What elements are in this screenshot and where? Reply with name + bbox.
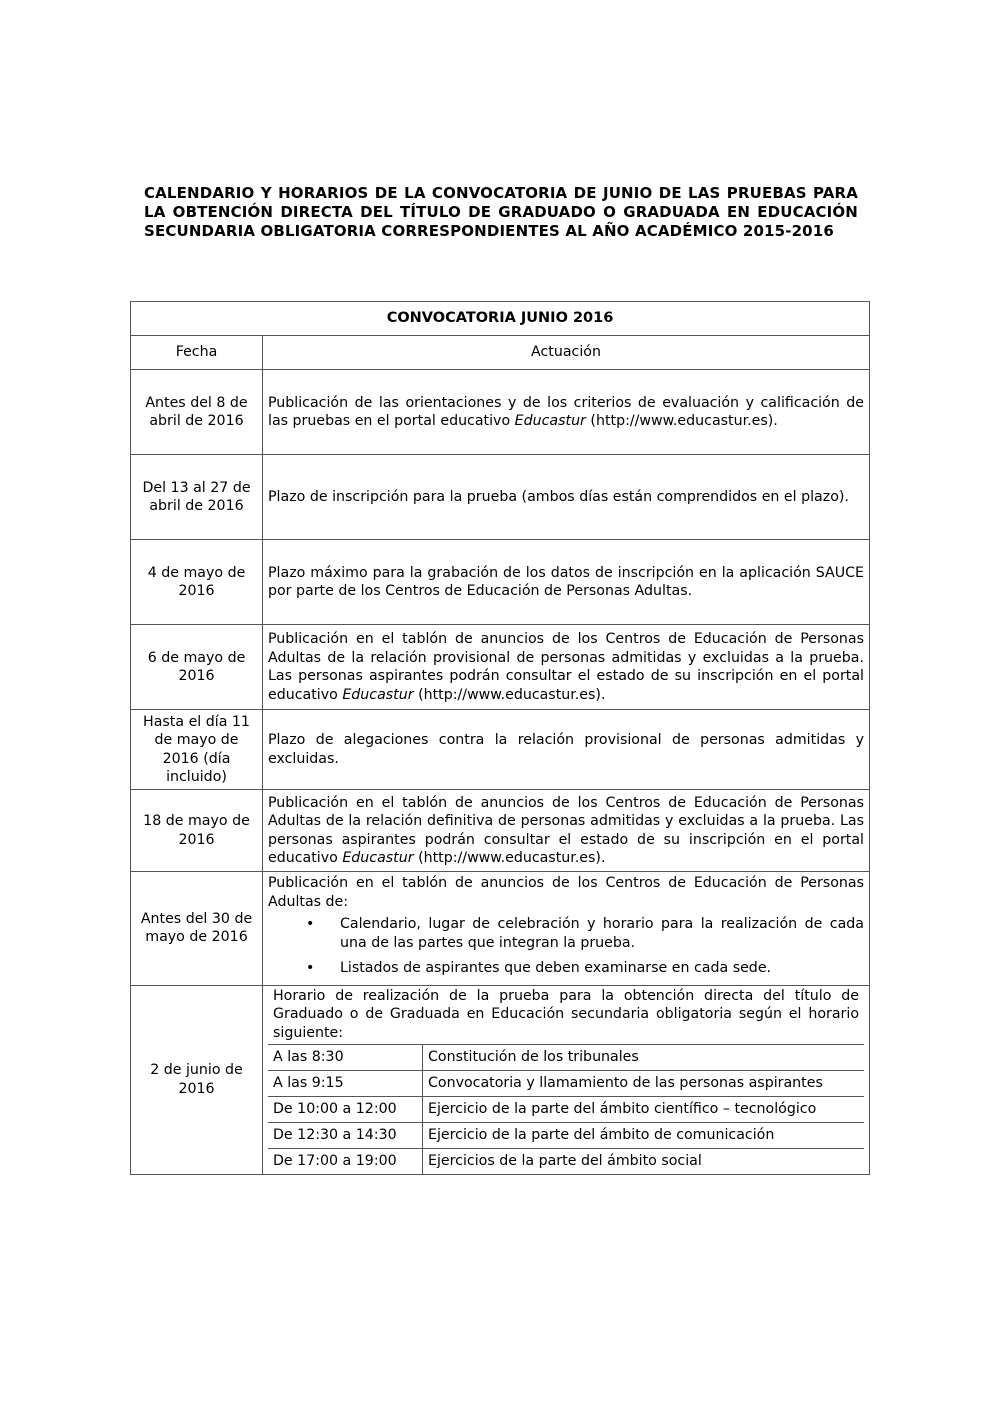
schedule-row — [268, 1123, 864, 1149]
table-heading-row — [131, 302, 870, 336]
action-text: Publicación en el tablón de anuncios de los Centros de Educación de Personas Adultas de: — [268, 875, 864, 910]
row-date: Antes del 8 de abril de 2016 — [131, 370, 263, 455]
schedule-table — [268, 1044, 864, 1174]
schedule-time: A las 9:15 — [268, 1071, 423, 1097]
schedule-row — [268, 1045, 864, 1071]
schedule-activity: Ejercicio de la parte del ámbito de comunicación — [423, 1123, 865, 1149]
row-action — [263, 985, 870, 1175]
schedule-activity: Convocatoria y llamamiento de las personas aspirantes — [423, 1071, 865, 1097]
action-text: Publicación en el tablón de anuncios de los Centros de Educación de Personas Adultas de la relación definitiva de personas admitidas y excluidas a la prueba. Las personas aspirantes podrán consultar el estado de su inscripción en el portal educativo — [268, 794, 864, 866]
table-heading: CONVOCATORIA JUNIO 2016 — [131, 302, 870, 336]
action-text: Publicación en el tablón de anuncios de los Centros de Educación de Personas Adultas de la relación provisional de personas admitidas y excluidas a la prueba. Las personas aspirantes podrán consultar el estado de su inscripción en el portal educativo — [268, 631, 864, 703]
row-date: 2 de junio de 2016 — [131, 985, 263, 1175]
portal-url: (http://www.educastur.es). — [413, 850, 606, 866]
portal-name: Educastur — [514, 413, 586, 429]
row-action — [263, 790, 870, 872]
schedule-time: De 12:30 a 14:30 — [268, 1123, 423, 1149]
bullet-text: Calendario, lugar de celebración y horario para la realización de cada una de las partes que integran la prueba. — [340, 916, 864, 951]
column-header-actuacion: Actuación — [263, 336, 870, 370]
bullet-icon: • — [306, 916, 315, 932]
schedule-activity: Ejercicio de la parte del ámbito científico – tecnológico — [423, 1097, 865, 1123]
schedule-time: A las 8:30 — [268, 1045, 423, 1071]
schedule-activity: Ejercicios de la parte del ámbito social — [423, 1149, 865, 1175]
table-row — [131, 710, 870, 790]
schedule-row — [268, 1071, 864, 1097]
schedule-activity: Constitución de los tribunales — [423, 1045, 865, 1071]
bullet-item — [268, 959, 864, 978]
document-title: CALENDARIO Y HORARIOS DE LA CONVOCATORIA DE JUNIO DE LAS PRUEBAS PARA LA OBTENCIÓN DIRECTA DEL TÍTULO DE GRADUADO O GRADUADA EN EDUCACIÓN SECUNDARIA OBLIGATORIA CORRESPONDIENTES AL AÑO ACADÉMICO 2015-2016 — [144, 184, 858, 240]
table-row — [131, 540, 870, 625]
row-date: Hasta el día 11 de mayo de 2016 (día incluido) — [131, 710, 263, 790]
row-date: 6 de mayo de 2016 — [131, 625, 263, 710]
action-text: Publicación de las orientaciones y de los criterios de evaluación y calificación de las pruebas en el portal educativo — [268, 394, 864, 429]
table-row — [131, 872, 870, 986]
table-row — [131, 985, 870, 1175]
row-action: Plazo máximo para la grabación de los datos de inscripción en la aplicación SAUCE por parte de los Centros de Educación de Personas Adultas. — [263, 540, 870, 625]
bullet-icon: • — [306, 960, 315, 976]
portal-name: Educastur — [342, 850, 414, 866]
row-action — [263, 625, 870, 710]
portal-url: (http://www.educastur.es). — [585, 413, 778, 429]
bullet-list — [268, 915, 864, 978]
schedule-row — [268, 1097, 864, 1123]
row-date: Del 13 al 27 de abril de 2016 — [131, 455, 263, 540]
calendar-table — [130, 301, 870, 1175]
row-date: 4 de mayo de 2016 — [131, 540, 263, 625]
table-row — [131, 455, 870, 540]
column-header-fecha: Fecha — [131, 336, 263, 370]
portal-url: (http://www.educastur.es). — [413, 686, 606, 703]
row-action — [263, 872, 870, 986]
action-text: Horario de realización de la prueba para la obtención directa del título de Graduado o de Graduada en Educación secundaria obligatoria según el horario siguiente: — [273, 987, 859, 1041]
schedule-row — [268, 1149, 864, 1175]
schedule-time: De 17:00 a 19:00 — [268, 1149, 423, 1175]
row-date: Antes del 30 de mayo de 2016 — [131, 872, 263, 986]
bullet-text: Listados de aspirantes que deben examinarse en cada sede. — [340, 960, 772, 976]
bullet-item — [268, 915, 864, 952]
schedule-time: De 10:00 a 12:00 — [268, 1097, 423, 1123]
table-row — [131, 790, 870, 872]
table-row — [131, 625, 870, 710]
row-action: Plazo de inscripción para la prueba (ambos días están comprendidos en el plazo). — [263, 455, 870, 540]
portal-name: Educastur — [342, 686, 414, 703]
row-action — [263, 370, 870, 455]
row-action: Plazo de alegaciones contra la relación provisional de personas admitidas y excluidas. — [263, 710, 870, 790]
row-date: 18 de mayo de 2016 — [131, 790, 263, 872]
column-header-row — [131, 336, 870, 370]
table-row — [131, 370, 870, 455]
